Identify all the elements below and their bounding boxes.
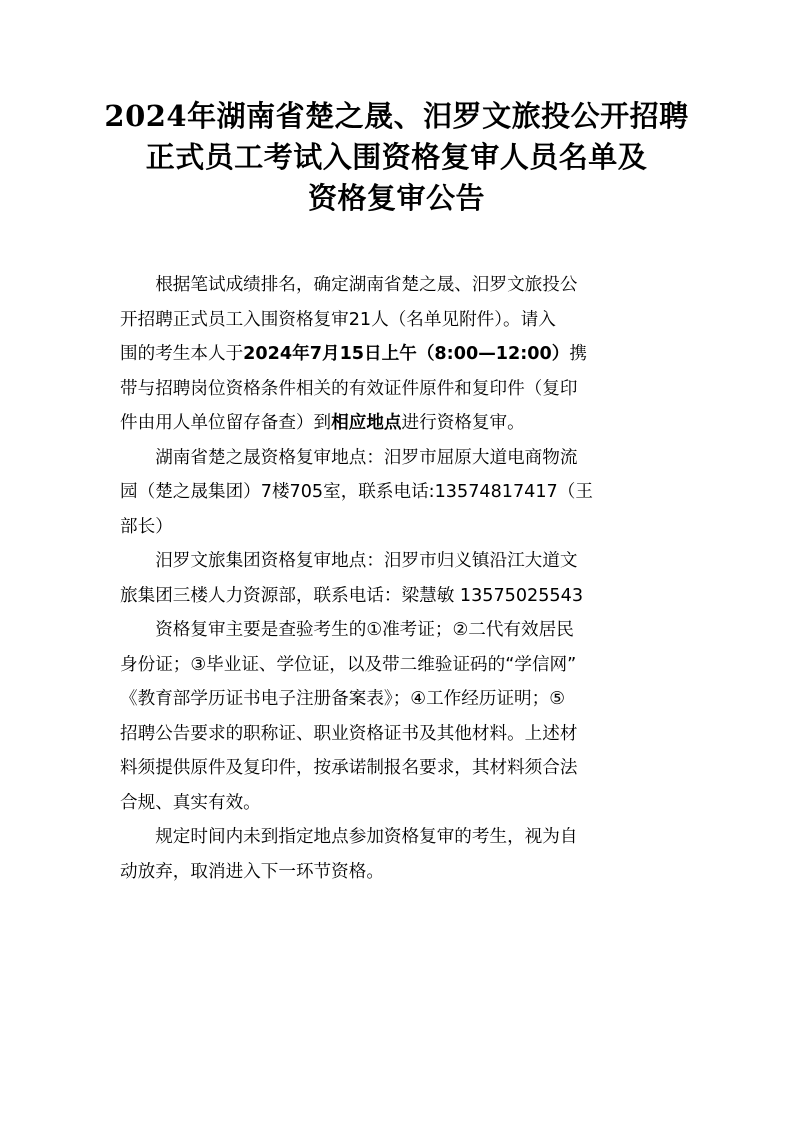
- title-line-2: 正式员工考试入围资格复审人员名单及: [145, 140, 648, 174]
- text-line: 招聘公告要求的职称证、职业资格证书及其他材料。上述材: [120, 723, 578, 744]
- text-line: 带与招聘岗位资格条件相关的有效证件原件和复印件（复印: [120, 378, 578, 399]
- text-line: 开招聘正式员工入围资格复审21人（名单见附件）。请入: [120, 309, 556, 330]
- text-line: 根据笔试成绩排名，确定湖南省楚之晟、汨罗文旅投公: [155, 275, 578, 295]
- text-line: 旅集团三楼人力资源部，联系电话：梁慧敏 13575025543: [120, 585, 584, 606]
- text-line: 规定时间内未到指定地点参加资格复审的考生，视为自: [155, 827, 578, 847]
- text-line: 汨罗文旅集团资格复审地点：汨罗市归义镇沿江大道文: [155, 551, 578, 571]
- review-location-emphasis: 相应地点: [331, 413, 402, 433]
- text-line: 湖南省楚之晟资格复审地点：汨罗市屈原大道电商物流: [155, 447, 578, 468]
- text-segment: 件由用人单位留存备查）到: [120, 413, 332, 433]
- text-line: 资格复审主要是查验考生的①准考证；②二代有效居民: [155, 620, 574, 640]
- text-segment: 携: [569, 344, 587, 364]
- document-body: [120, 268, 680, 889]
- text-line: 部长）: [120, 516, 173, 537]
- text-line: [120, 406, 680, 441]
- document-title: [80, 96, 713, 219]
- paragraph-announcement: [120, 268, 680, 441]
- text-line: 动放弃，取消进入下一环节资格。: [120, 861, 384, 882]
- text-line: [120, 337, 680, 372]
- paragraph-forfeit-notice: [120, 820, 680, 889]
- paragraph-required-documents: [120, 613, 680, 820]
- text-segment: 进行资格复审。: [401, 413, 525, 433]
- title-line-1: 2024年湖南省楚之晟、汨罗文旅投公开招聘: [104, 99, 689, 133]
- review-date-time: 2024年7月15日上午（8:00—12:00）: [243, 344, 570, 364]
- text-line: 身份证；③毕业证、学位证，以及带二维验证码的“学信网”: [120, 654, 577, 675]
- text-line: 合规、真实有效。: [120, 792, 261, 813]
- text-line: 料须提供原件及复印件，按承诺制报名要求，其材料须合法: [120, 758, 578, 778]
- paragraph-chuzhisheng-location: [120, 441, 680, 545]
- text-line: 《教育部学历证书电子注册备案表》；④工作经历证明；⑤: [120, 689, 565, 709]
- text-segment: 围的考生本人于: [120, 344, 244, 364]
- paragraph-wenlv-location: [120, 544, 680, 613]
- text-line: 园（楚之晟集团）7楼705室，联系电话:13574817417（王: [120, 482, 593, 502]
- title-line-3: 资格复审公告: [307, 181, 485, 215]
